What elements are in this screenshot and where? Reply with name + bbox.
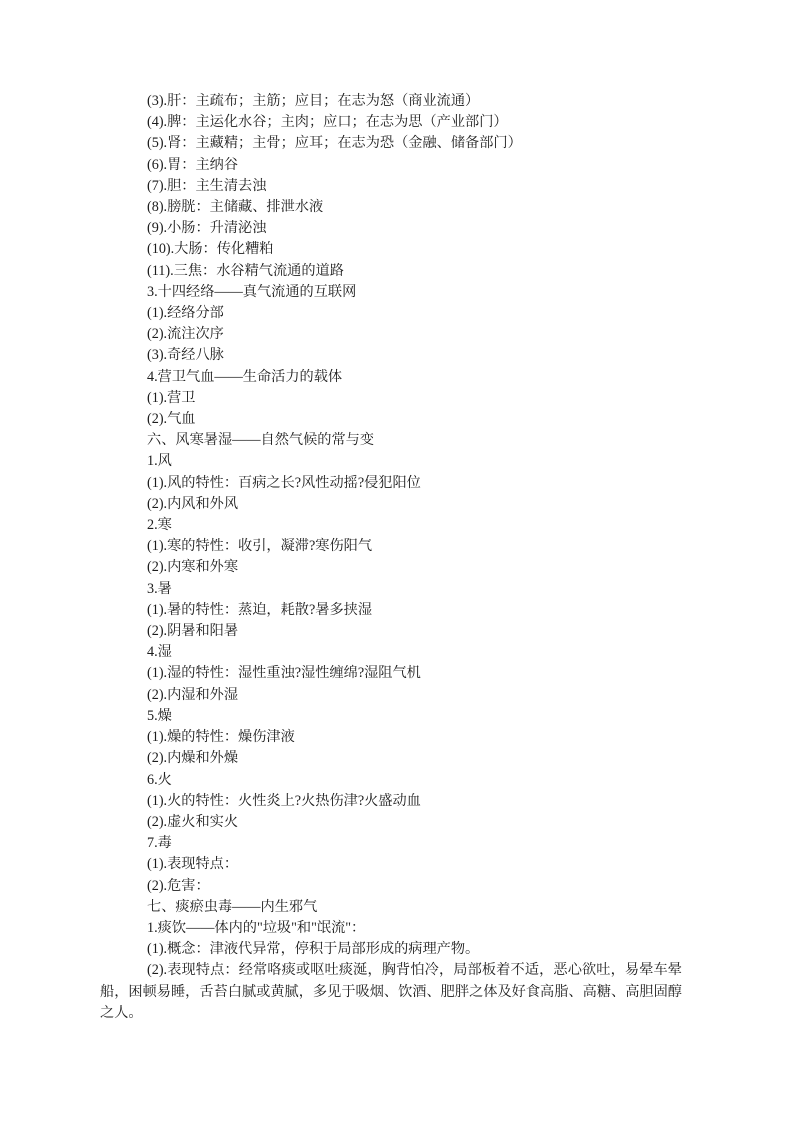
paragraph-line: 六、风寒暑湿——自然气候的常与变 [147, 432, 375, 449]
paragraph-line: (11).三焦：水谷精气流通的道路 [147, 262, 344, 279]
paragraph-line: (6).胃：主纳谷 [147, 156, 239, 173]
paragraph-line: 2.寒 [147, 517, 172, 534]
paragraph-line: (1).火的特性：火性炎上?火热伤津?火盛动血 [147, 792, 421, 809]
paragraph-line: (1).经络分部 [147, 305, 224, 322]
paragraph-line: (2).内寒和外寒 [147, 559, 239, 576]
paragraph-line: 6.火 [147, 771, 172, 788]
paragraph-line: 4.湿 [147, 644, 172, 661]
paragraph-line: (2).阴暑和阳暑 [147, 623, 239, 640]
paragraph-line: 5.燥 [147, 707, 172, 724]
paragraph-line: (2).虚火和实火 [147, 813, 239, 830]
paragraph-line: (2).内燥和外燥 [147, 750, 239, 767]
paragraph-line: (10).大肠：传化糟粕 [147, 241, 274, 258]
paragraph-line: 七、痰瘀虫毒——内生邪气 [147, 898, 318, 915]
paragraph-line: (1).风的特性：百病之长?风性动摇?侵犯阳位 [147, 474, 421, 491]
paragraph-line: (1).表现特点： [147, 856, 239, 873]
paragraph-line: (2).内湿和外湿 [147, 686, 239, 703]
paragraph-line: 1.风 [147, 453, 172, 470]
paragraph-line: (3).奇经八脉 [147, 347, 224, 364]
paragraph-line: (1).概念：津液代异常，停积于局部形成的病理产物。 [147, 941, 480, 958]
paragraph-line: (1).暑的特性：蒸迫，耗散?暑多挟湿 [147, 601, 373, 618]
paragraph-line: 1.痰饮——体内的"垃圾"和"氓流"： [147, 919, 366, 936]
paragraph-line: (2).气血 [147, 411, 196, 428]
paragraph-line: 4.营卫气血——生命活力的载体 [147, 368, 343, 385]
paragraph-line: (2).流注次序 [147, 326, 224, 343]
paragraph-line: (2).表现特点：经常咯痰或呕吐痰涎，胸背怕冷，局部板着不适，恶心欲吐，易晕车晕船，困顿易睡，舌苔白腻或黄腻，多见于吸烟、饮酒、肥胖之体及好食高脂、高糖、高胆固醇之人。 [100, 962, 682, 1021]
paragraph-line: (1).营卫 [147, 389, 196, 406]
paragraph-line: (3).肝：主疏布；主筋；应目；在志为怒（商业流通） [147, 93, 480, 109]
paragraph-line: 3.暑 [147, 580, 172, 597]
paragraph-line: (2).内风和外风 [147, 495, 239, 512]
paragraph-line: 7.毒 [147, 835, 172, 852]
paragraph-line: (7).胆：主生清去浊 [147, 177, 267, 194]
paragraph-line: (1).寒的特性：收引，凝滞?寒伤阳气 [147, 538, 373, 555]
paragraph-line: (1).湿的特性：湿性重浊?湿性缠绵?湿阻气机 [147, 665, 421, 682]
paragraph-line: (4).脾：主运化水谷；主肉；应口；在志为思（产业部门） [147, 114, 508, 131]
paragraph-line: (2).危害： [147, 877, 210, 894]
paragraph-line: (9).小肠：升清泌浊 [147, 220, 267, 237]
paragraph-line: 3.十四经络——真气流通的互联网 [147, 283, 357, 300]
document-body [100, 91, 682, 1024]
paragraph-line: (5).肾：主藏精；主骨；应耳；在志为恐（金融、储备部门） [147, 135, 522, 152]
paragraph-line: (8).膀胱：主储藏、排泄水液 [147, 199, 324, 216]
paragraph-line: (1).燥的特性：燥伤津液 [147, 729, 295, 746]
